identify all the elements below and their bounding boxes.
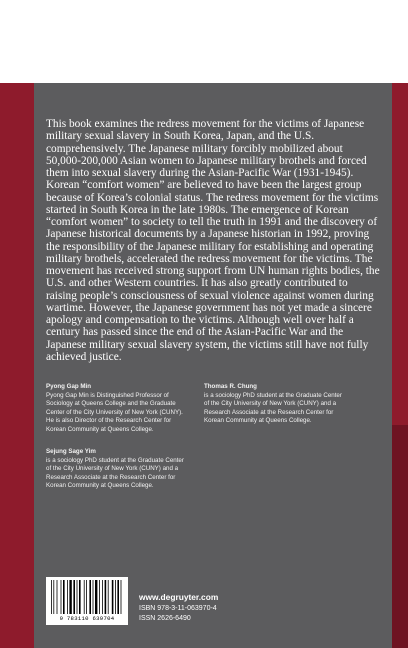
barcode-bar bbox=[73, 580, 75, 614]
barcode-bar bbox=[57, 580, 58, 614]
barcode-bar bbox=[63, 580, 65, 614]
author-bio: is a sociology PhD student at the Graduate Center of the City University of New York (CUNY) and a Research Associate at the Research Center for Korean Community at Queens College. bbox=[46, 456, 184, 490]
barcode-bar bbox=[95, 580, 97, 614]
edge-color-band-lower bbox=[392, 425, 408, 648]
barcode-bar bbox=[115, 580, 116, 614]
barcode-bar bbox=[79, 580, 81, 614]
author-block bbox=[46, 383, 184, 434]
top-margin bbox=[0, 0, 408, 83]
barcode-bar bbox=[99, 580, 100, 614]
isbn-number: ISBN 978-3-11-063970-4 bbox=[139, 605, 217, 612]
barcode-bar bbox=[112, 580, 114, 614]
isbn-barcode bbox=[46, 577, 128, 625]
barcode-bar bbox=[89, 580, 91, 614]
barcode-bar bbox=[53, 580, 54, 614]
barcode-bar bbox=[117, 580, 119, 614]
barcode-bar bbox=[61, 580, 62, 614]
book-description: This book examines the redress movement for the victims of Japanese military sexual slavery in South Korea, Japan, and the U.S. comprehensively. The Japanese military forcibly mobilized about 50,000-200,000 Asian women to Japanese military brothels and forced them into sexual slavery during the Asian-Pacific War (1931-1945). Korean “comfort women” are believed to have been the largest group because of Korea’s colonial status. The redress movement for the victims started in South Korea in the late 1980s. The emergence of Korean “comfort women” to society to tell the truth in 1991 and the discovery of Japanese historical documents by a Japanese historian in 1992, proving the responsibility of the Japanese military for establishing and operating military brothels, accelerated the redress movement for the victims. The movement has received strong support from UN human rights bodies, the U.S. and other Western countries. It has also greatly contributed to raising people’s consciousness of sexual violence against women during wartime. However, the Japanese government has not yet made a sincere apology and compensation to the victims. Although well over half a century has passed since the end of the Asian-Pacific War and the Japanese military sexual slavery system, the victims still have not fully achieved justice. bbox=[46, 118, 380, 363]
author-block bbox=[46, 448, 184, 491]
barcode-bar bbox=[102, 580, 103, 614]
barcode-bar bbox=[93, 580, 94, 614]
barcode-bar bbox=[121, 580, 122, 614]
author-name: Sejung Sage Yim bbox=[46, 448, 96, 455]
author-name: Pyong Gap Min bbox=[46, 383, 92, 390]
barcode-bar bbox=[69, 580, 71, 614]
author-bio: is a sociology PhD student at the Graduate Center of the City University of New York (CUNY) and a Research Associate at the Research Center for Korean Community at Queens College. bbox=[204, 391, 342, 425]
barcode-bar bbox=[84, 580, 85, 614]
barcode-bar bbox=[51, 580, 52, 614]
publisher-url[interactable]: www.degruyter.com bbox=[139, 592, 219, 602]
author-bio: Pyong Gap Min is Distinguished Professor of Sociology at Queens College and the Graduate Center of the City University of New York (CUNY). He is also Director of the Research Center for Korean Community at Queens College. bbox=[46, 391, 183, 433]
barcode-digits: 9 783110 639704 bbox=[59, 615, 115, 622]
publisher-info bbox=[139, 592, 218, 623]
barcode-bar bbox=[108, 580, 109, 614]
author-block bbox=[204, 383, 342, 426]
barcode-bars bbox=[49, 580, 125, 615]
spine-color-band bbox=[0, 83, 34, 648]
issn-number: ISSN 2626-6490 bbox=[139, 614, 191, 622]
barcode-bar bbox=[86, 580, 87, 614]
barcode-bar bbox=[77, 580, 78, 614]
barcode-bar bbox=[105, 580, 107, 614]
author-name: Thomas R. Chung bbox=[204, 383, 257, 390]
barcode-bar bbox=[67, 580, 68, 614]
